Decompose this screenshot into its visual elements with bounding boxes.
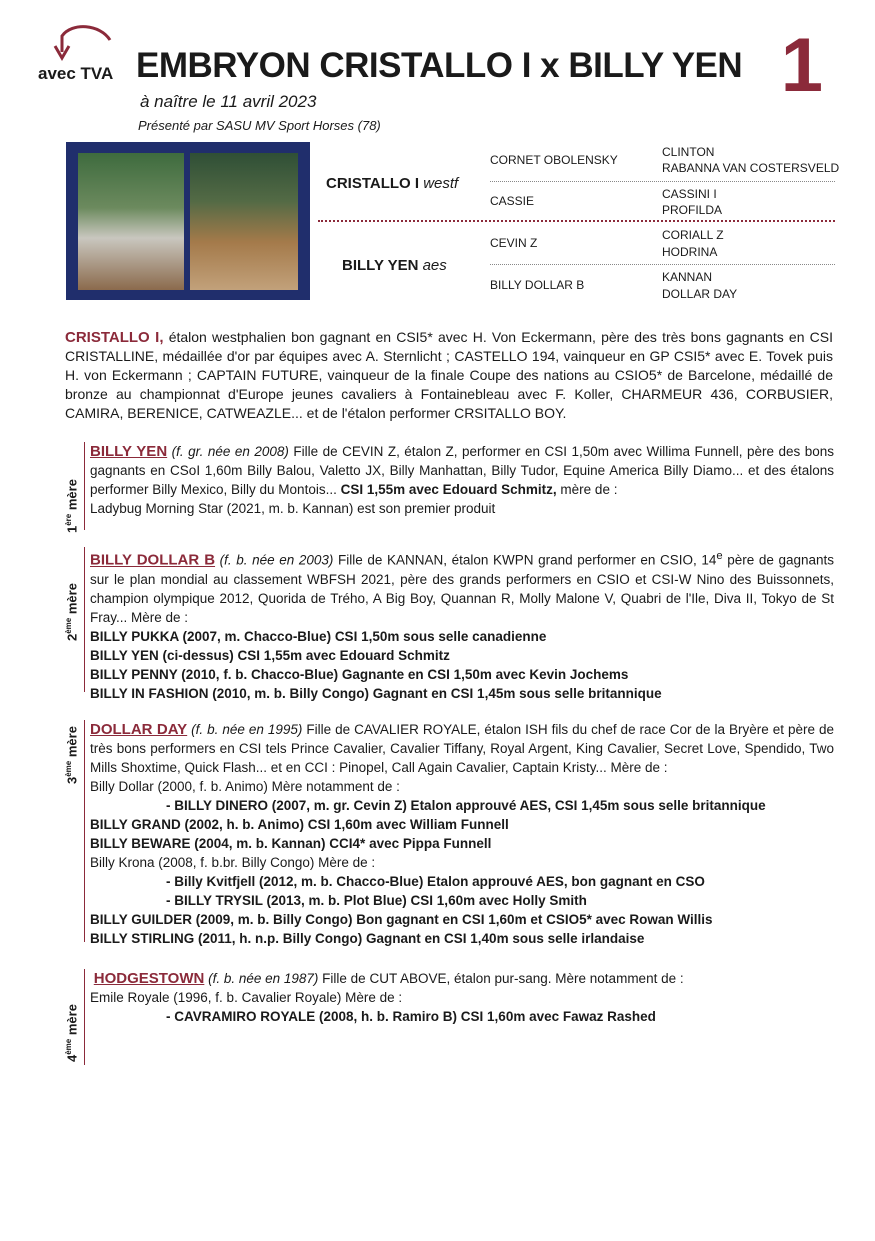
pedigree-divider-bottom (490, 264, 835, 265)
photo-billy-yen (190, 153, 298, 290)
pedigree-sire: CRISTALLO I westf (326, 175, 459, 192)
pedigree-ssd: RABANNA VAN COSTERSVELD (662, 161, 840, 175)
pedigree-dds: KANNAN (662, 270, 713, 284)
pedigree-ss: CORNET OBOLENSKY (490, 153, 618, 167)
mare-3-block: DOLLAR DAY (f. b. née en 1995) Fille de CAVALIER ROYALE, étalon ISH fils du chef de race Cor de la Bryère et père de très bons performers en CSI tels Prince Cavalier, Cavalier Tiffany, Royal Argent, King Cavalier, Secret Love, Spendido, Two Mills Shoxtime, Quick Flash... et en CCI : Pinopel, Call Again Cavalier, Captain Kristy... Mère de : Billy Dollar (2000, f. b. Animo) Mère notamment de : - BILLY DINERO (2007, m. gr. Cevin Z) Etalon approuvé AES, CSI 1,45m sous selle britannique BILLY GRAND (2002, h. b. Animo) CSI 1,60m avec William Funnell BILLY BEWARE (2004, m. b. Kannan) CCI4* avec Pippa Funnell Billy Krona (2008, f. b.br. Billy Congo) Mère de : - Billy Kvitfjell (2012, m. b. Chacco-Blue) Etalon approuvé AES, bon gagnant en CSO - BILLY TRYSIL (2013, m. b. Plot Blue) CSI 1,60m avec Holly Smith BILLY GUILDER (2009, m. b. Billy Congo) Bon gagnant en CSI 1,60m et CSIO5* avec Rowan Willis BILLY STIRLING (2011, h. n.p. Billy Congo) Gagnant en CSI 1,40m sous selle irlandaise (84, 720, 834, 942)
mare-2-produce: BILLY YEN (ci-dessus) CSI 1,55m avec Edouard Schmitz (90, 647, 450, 663)
generation-label-2: 2ème mère (64, 583, 80, 641)
mare-2-produce: BILLY PUKKA (2007, m. Chacco-Blue) CSI 1,50m sous selle canadienne (90, 628, 547, 644)
pedigree-sds: CASSINI I (662, 187, 717, 201)
pedigree-divider (318, 220, 835, 222)
pedigree-ddd: DOLLAR DAY (662, 287, 738, 301)
page-title: EMBRYON CRISTALLO I x BILLY YEN (136, 46, 743, 85)
presented-by: Présenté par SASU MV Sport Horses (78) (138, 118, 381, 133)
pedigree-dss: CORIALL Z (662, 228, 724, 242)
mare-4-block: HODGESTOWN (f. b. née en 1987) Fille de CUT ABOVE, étalon pur-sang. Mère notamment de : Emile Royale (1996, f. b. Cavalier Royale) Mère de : - CAVRAMIRO ROYALE (2008, h. b. Ramiro B) CSI 1,60m avec Fawaz Rashed (84, 969, 834, 1065)
tva-label: avec TVA (38, 64, 114, 83)
generation-label-3: 3ème mère (64, 726, 80, 784)
generation-label-4: 4ème mère (64, 1004, 80, 1062)
pedigree-sss: CLINTON (662, 145, 715, 159)
pedigree-sd: CASSIE (490, 194, 535, 208)
mare-2-produce: BILLY IN FASHION (2010, m. b. Billy Congo) Gagnant en CSI 1,45m sous selle britannique (90, 685, 662, 701)
mare-1-produce: Ladybug Morning Star (2021, m. b. Kannan) est son premier produit (90, 501, 496, 516)
pedigree-divider-top (490, 181, 835, 182)
lot-number: 1 (780, 23, 823, 108)
pedigree-dam: BILLY YEN aes (342, 257, 447, 274)
horse-photo (66, 142, 310, 300)
photo-cristallo (78, 153, 184, 290)
mare-1-block: BILLY YEN (f. gr. née en 2008) Fille de CEVIN Z, étalon Z, performer en CSI 1,50m avec Willima Funnell, père des bons gagnants en CSoI 1,60m Billy Balou, Valetto JX, Billy Manhattan, Billy Tudor, Equine America Billy Diamo... et des étalons performer Billy Mexico, Billy du Montois... CSI 1,55m avec Edouard Schmitz, mère de : Ladybug Morning Star (2021, m. b. Kannan) est son premier produit (84, 442, 834, 530)
pedigree-sdd: PROFILDA (662, 203, 723, 217)
pedigree-ds: CEVIN Z (490, 236, 538, 250)
birth-date: à naître le 11 avril 2023 (140, 92, 317, 111)
pedigree-dsd: HODRINA (662, 245, 718, 259)
generation-label-1: 1ère mère (64, 479, 80, 533)
mare-2-block: BILLY DOLLAR B (f. b. née en 2003) Fille de KANNAN, étalon KWPN grand performer en CSIO, 14e père de gagnants sur le plan mondial au classement WBFSH 2021, père des grands performers en CSIO et CSI-W Nino des Buissonnets, champion olympique 2012, Quorida de Trého, A Big Boy, Quannan R, Molly Malone V, Quabri de l'Ile, Diva II, Tokyo de St Fray... Mère de : BILLY PUKKA (2007, m. Chacco-Blue) CSI 1,50m sous selle canadienne BILLY YEN (ci-dessus) CSI 1,55m avec Edouard Schmitz BILLY PENNY (2010, f. b. Chacco-Blue) Gagnante en CSI 1,50m avec Kevin Jochems BILLY IN FASHION (2010, m. b. Billy Congo) Gagnant en CSI 1,45m sous selle britannique (84, 547, 834, 692)
mare-2-produce: BILLY PENNY (2010, f. b. Chacco-Blue) Gagnante en CSI 1,50m avec Kevin Jochems (90, 666, 629, 682)
curved-arrow-icon (52, 22, 114, 64)
pedigree-dd: BILLY DOLLAR B (490, 278, 585, 292)
sire-description: CRISTALLO I, étalon westphalien bon gagnant en CSI5* avec H. Von Eckermann, père des très bons gagnants en CSI CRISTALLINE, médaillée d'or par équipes avec A. Sternlicht ; CASTELLO 194, vainqueur en GP CSI5* avec E. Tovek puis H. von Eckermann ; CAPTAIN FUTURE, vainqueur de la finale Coupe des nations au CSIO5* de Barcelone, médaillé de bronze au championnat d'Europe jeunes cavaliers à Fontainebleau avec F. Koller, CHARMEUR 436, CORBUSIER, CAMIRA, BERENICE, CATWEAZLE... et de l'étalon performer CRSITALLO BOY. (65, 329, 834, 421)
